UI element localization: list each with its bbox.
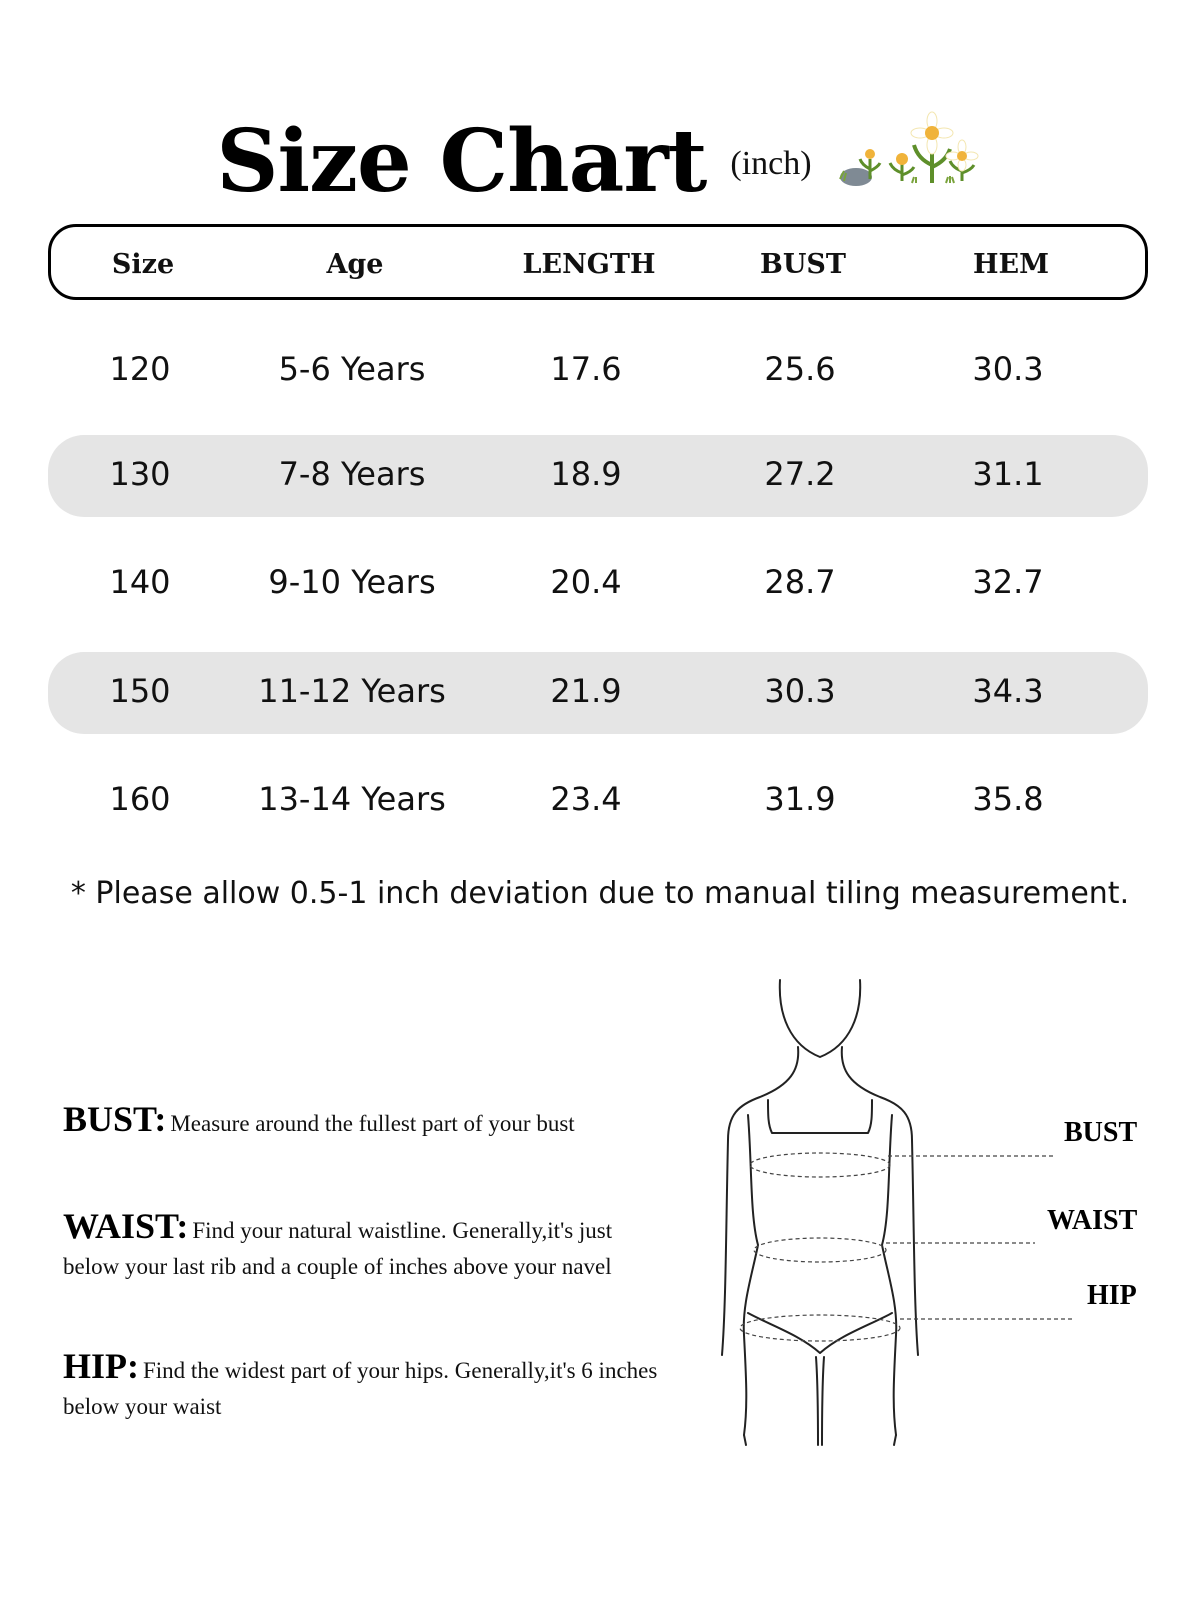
cell-hem: 32.7 — [972, 563, 1044, 601]
table-header — [48, 224, 1148, 300]
cell-length: 23.4 — [550, 780, 622, 818]
cell-length: 17.6 — [550, 350, 622, 388]
cell-size: 150 — [109, 672, 171, 710]
title-bar — [0, 95, 1200, 212]
header-length: LENGTH — [522, 249, 656, 280]
cell-length: 18.9 — [550, 455, 622, 493]
cell-age: 5-6 Years — [278, 350, 426, 388]
figure-label-bust: BUST — [1064, 1117, 1138, 1148]
hip-guide-label: HIP: — [63, 1346, 139, 1386]
header-age: Age — [326, 249, 384, 280]
unit-label: (inch) — [730, 145, 812, 182]
bust-guide — [63, 1098, 673, 1142]
cell-bust: 30.3 — [764, 672, 836, 710]
cell-hem: 30.3 — [972, 350, 1044, 388]
cell-hem: 31.1 — [972, 455, 1044, 493]
header-hem: HEM — [973, 249, 1049, 280]
table-row — [48, 330, 1148, 412]
hip-guide-text: Find the widest part of your hips. Generally,it's 6 inches below your waist — [63, 1358, 658, 1419]
table-row — [48, 435, 1148, 517]
cell-bust: 31.9 — [764, 780, 836, 818]
cell-bust: 27.2 — [764, 455, 836, 493]
cell-size: 160 — [109, 780, 171, 818]
waist-guide-label: WAIST: — [63, 1206, 189, 1246]
table-row — [48, 760, 1148, 842]
waist-guide-text: Find your natural waistline. Generally,it's just below your last rib and a couple of inches above your navel — [63, 1218, 613, 1279]
header-size: Size — [111, 249, 175, 280]
body-outline-illustration — [720, 975, 1100, 1475]
cell-length: 21.9 — [550, 672, 622, 710]
deviation-note: * Please allow 0.5-1 inch deviation due to manual tiling measurement. — [70, 876, 1130, 911]
daisy-flowers-icon — [834, 109, 984, 189]
figure-label-hip: HIP — [1087, 1280, 1137, 1311]
bust-guide-label: BUST: — [63, 1099, 167, 1139]
cell-hem: 35.8 — [972, 780, 1044, 818]
cell-bust: 25.6 — [764, 350, 836, 388]
page-title: Size Chart — [216, 111, 707, 212]
cell-age: 11-12 Years — [258, 672, 446, 710]
table-row — [48, 652, 1148, 734]
header-bust: BUST — [760, 249, 846, 280]
cell-hem: 34.3 — [972, 672, 1044, 710]
figure-label-waist: WAIST — [1047, 1205, 1138, 1236]
cell-age: 13-14 Years — [258, 780, 446, 818]
hip-guide — [63, 1345, 673, 1425]
cell-size: 130 — [109, 455, 171, 493]
cell-age: 9-10 Years — [268, 563, 436, 601]
cell-size: 120 — [109, 350, 171, 388]
bust-guide-text: Measure around the fullest part of your bust — [170, 1111, 575, 1136]
waist-guide — [63, 1205, 673, 1285]
cell-bust: 28.7 — [764, 563, 836, 601]
cell-length: 20.4 — [550, 563, 622, 601]
cell-size: 140 — [109, 563, 171, 601]
table-row — [48, 543, 1148, 625]
cell-age: 7-8 Years — [278, 455, 426, 493]
